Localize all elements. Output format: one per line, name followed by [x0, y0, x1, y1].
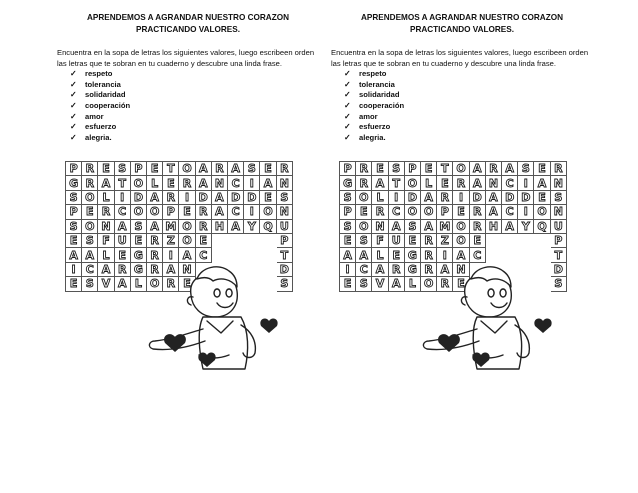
list-item: ✓ amor	[70, 111, 104, 121]
grid-cell: P	[276, 233, 292, 247]
grid-cell: G	[404, 248, 420, 262]
grid-row	[340, 233, 567, 247]
grid-cell: U	[276, 219, 292, 233]
grid-cell: E	[82, 205, 98, 219]
grid-cell: G	[340, 176, 356, 190]
grid-cell: E	[534, 190, 550, 204]
grid-cell: R	[469, 205, 485, 219]
grid-row	[340, 205, 567, 219]
grid-cell: R	[147, 262, 163, 276]
grid-cell: U	[114, 233, 130, 247]
grid-cell: R	[195, 219, 211, 233]
grid-cell: A	[195, 176, 211, 190]
grid-cell: E	[372, 162, 388, 176]
grid-cell: N	[453, 262, 469, 276]
grid-cell: L	[372, 190, 388, 204]
child-illustration	[137, 259, 287, 379]
grid-cell: A	[421, 190, 437, 204]
list-item: ✓ alegria.	[344, 132, 386, 142]
grid-cell: A	[485, 205, 501, 219]
checkmark-icon: ✓	[70, 122, 77, 132]
grid-cell: D	[550, 262, 566, 276]
grid-cell: E	[340, 277, 356, 291]
grid-cell: O	[260, 205, 276, 219]
grid-cell: O	[356, 219, 372, 233]
grid-cell	[244, 233, 260, 247]
grid-cell: O	[179, 233, 195, 247]
grid-cell: A	[469, 162, 485, 176]
grid-cell: E	[404, 233, 420, 247]
grid-cell: E	[147, 162, 163, 176]
grid-cell: S	[388, 162, 404, 176]
grid-cell: R	[82, 162, 98, 176]
grid-cell: R	[550, 162, 566, 176]
grid-cell: L	[421, 176, 437, 190]
grid-cell: A	[421, 219, 437, 233]
grid-cell: O	[179, 162, 195, 176]
grid-cell: E	[534, 162, 550, 176]
grid-cell: P	[130, 162, 146, 176]
grid-cell: R	[82, 176, 98, 190]
grid-cell: O	[421, 277, 437, 291]
grid-cell: R	[163, 190, 179, 204]
grid-cell: E	[453, 277, 469, 291]
grid-cell: I	[437, 248, 453, 262]
child-illustration	[411, 259, 561, 379]
grid-cell: O	[453, 233, 469, 247]
grid-row	[340, 219, 567, 233]
grid-cell: G	[130, 262, 146, 276]
grid-cell: E	[179, 205, 195, 219]
grid-cell: A	[82, 248, 98, 262]
grid-row	[340, 190, 567, 204]
grid-cell: O	[130, 176, 146, 190]
values-list	[331, 69, 593, 143]
grid-cell: A	[147, 190, 163, 204]
grid-cell: E	[260, 190, 276, 204]
grid-cell: T	[388, 176, 404, 190]
grid-cell: R	[163, 277, 179, 291]
grid-cell: V	[98, 277, 114, 291]
grid-cell: S	[340, 219, 356, 233]
grid-cell: I	[114, 190, 130, 204]
grid-cell: R	[114, 262, 130, 276]
grid-cell: D	[195, 190, 211, 204]
grid-cell: R	[421, 233, 437, 247]
grid-cell: O	[82, 219, 98, 233]
grid-cell: I	[340, 262, 356, 276]
grid-cell: I	[518, 176, 534, 190]
grid-cell: E	[388, 248, 404, 262]
grid-cell: D	[404, 190, 420, 204]
checkmark-icon: ✓	[344, 79, 351, 89]
grid-cell: L	[130, 277, 146, 291]
grid-cell: O	[453, 219, 469, 233]
grid-cell: S	[356, 277, 372, 291]
grid-cell: A	[372, 176, 388, 190]
grid-cell: A	[534, 176, 550, 190]
grid-cell: E	[195, 233, 211, 247]
grid-cell: H	[211, 219, 227, 233]
grid-cell: R	[372, 205, 388, 219]
grid-cell: O	[404, 205, 420, 219]
grid-cell: A	[502, 219, 518, 233]
grid-cell: S	[276, 277, 292, 291]
grid-cell: E	[98, 162, 114, 176]
grid-cell: A	[453, 248, 469, 262]
grid-cell: O	[453, 162, 469, 176]
grid-cell: U	[550, 219, 566, 233]
grid-row	[66, 176, 293, 190]
grid-cell: O	[534, 205, 550, 219]
grid-cell: R	[98, 205, 114, 219]
grid-cell: C	[228, 176, 244, 190]
grid-cell: S	[356, 233, 372, 247]
grid-cell: R	[179, 176, 195, 190]
grid-cell: N	[550, 176, 566, 190]
grid-cell	[485, 233, 501, 247]
list-item: ✓ amor	[344, 111, 378, 121]
grid-cell: R	[388, 262, 404, 276]
grid-cell	[211, 233, 227, 247]
grid-cell: Y	[244, 219, 260, 233]
grid-cell: A	[147, 219, 163, 233]
grid-cell: Q	[260, 219, 276, 233]
grid-cell: P	[163, 205, 179, 219]
grid-cell: T	[114, 176, 130, 190]
grid-cell: C	[356, 262, 372, 276]
grid-cell: F	[98, 233, 114, 247]
grid-cell: A	[260, 176, 276, 190]
grid-cell: A	[98, 262, 114, 276]
grid-cell: I	[244, 176, 260, 190]
grid-cell: R	[421, 248, 437, 262]
checkmark-icon: ✓	[344, 90, 351, 100]
grid-cell: P	[340, 162, 356, 176]
grid-cell: R	[453, 176, 469, 190]
grid-cell: C	[228, 205, 244, 219]
grid-cell: A	[114, 219, 130, 233]
heart-icon	[260, 319, 277, 333]
grid-cell: A	[340, 248, 356, 262]
grid-cell: I	[66, 262, 82, 276]
grid-cell: I	[388, 190, 404, 204]
grid-cell: C	[502, 176, 518, 190]
grid-cell: O	[147, 205, 163, 219]
grid-cell: A	[372, 262, 388, 276]
grid-cell: C	[114, 205, 130, 219]
grid-cell: O	[356, 190, 372, 204]
grid-cell: E	[66, 277, 82, 291]
worksheet-instructions: Encuentra en la sopa de letras los siguientes valores, luego escribeen orden las letras que te sobran en tu cuaderno y descubre una linda frase.	[331, 48, 589, 68]
list-item: ✓ respeto	[344, 69, 387, 79]
grid-cell: E	[179, 277, 195, 291]
worksheet-title: APRENDEMOS A AGRANDAR NUESTRO CORAZON PRACTICANDO VALORES.	[361, 13, 563, 34]
grid-cell: S	[276, 190, 292, 204]
grid-cell: A	[485, 190, 501, 204]
grid-cell: S	[82, 277, 98, 291]
grid-cell: N	[98, 219, 114, 233]
grid-cell: I	[179, 190, 195, 204]
grid-cell: P	[66, 205, 82, 219]
grid-cell: V	[372, 277, 388, 291]
grid-cell: E	[340, 233, 356, 247]
grid-cell: T	[550, 248, 566, 262]
grid-cell: Q	[534, 219, 550, 233]
grid-cell: E	[163, 176, 179, 190]
list-item: ✓ cooperación	[344, 100, 405, 110]
list-item: ✓ esfuerzo	[344, 122, 391, 132]
grid-cell: I	[244, 205, 260, 219]
grid-cell: G	[404, 262, 420, 276]
grid-cell: R	[437, 190, 453, 204]
list-item: ✓ tolerancia	[344, 79, 395, 89]
list-item: ✓ tolerancia	[70, 79, 121, 89]
grid-cell	[534, 233, 550, 247]
grid-cell: O	[421, 205, 437, 219]
grid-cell: S	[404, 219, 420, 233]
list-item: ✓ solidaridad	[344, 90, 400, 100]
grid-cell: Y	[518, 219, 534, 233]
grid-cell: I	[163, 248, 179, 262]
grid-cell: E	[469, 233, 485, 247]
grid-row	[66, 205, 293, 219]
grid-cell: D	[130, 190, 146, 204]
grid-cell: S	[340, 190, 356, 204]
grid-cell: E	[260, 162, 276, 176]
grid-cell: D	[518, 190, 534, 204]
grid-cell: E	[437, 176, 453, 190]
grid-row	[340, 176, 567, 190]
worksheet-left	[57, 12, 319, 291]
checkmark-icon: ✓	[70, 100, 77, 110]
grid-cell	[502, 233, 518, 247]
grid-cell: P	[437, 205, 453, 219]
grid-cell: C	[388, 205, 404, 219]
grid-cell: L	[98, 248, 114, 262]
grid-cell: T	[437, 162, 453, 176]
grid-cell: N	[276, 176, 292, 190]
grid-row	[66, 162, 293, 176]
grid-cell: A	[179, 248, 195, 262]
grid-cell: A	[211, 205, 227, 219]
grid-cell: O	[404, 176, 420, 190]
worksheet-title: APRENDEMOS A AGRANDAR NUESTRO CORAZON PRACTICANDO VALORES.	[87, 13, 289, 34]
list-item: ✓ respeto	[70, 69, 113, 79]
grid-cell: N	[485, 176, 501, 190]
grid-cell: S	[66, 219, 82, 233]
grid-cell: S	[550, 190, 566, 204]
grid-cell: A	[228, 219, 244, 233]
worksheet-instructions: Encuentra en la sopa de letras los siguientes valores, luego escribeen orden las letras que te sobran en tu cuaderno y descubre una linda frase.	[57, 48, 315, 68]
grid-cell: H	[485, 219, 501, 233]
grid-cell: P	[66, 162, 82, 176]
grid-cell: E	[421, 162, 437, 176]
grid-cell: A	[114, 277, 130, 291]
grid-cell: A	[388, 219, 404, 233]
grid-cell: M	[163, 219, 179, 233]
grid-cell: I	[518, 205, 534, 219]
grid-cell: D	[276, 262, 292, 276]
grid-cell: N	[372, 219, 388, 233]
grid-cell: D	[469, 190, 485, 204]
grid-cell: R	[356, 176, 372, 190]
grid-cell: A	[437, 262, 453, 276]
grid-cell: R	[485, 162, 501, 176]
grid-cell: E	[114, 248, 130, 262]
grid-cell: G	[66, 176, 82, 190]
grid-cell: P	[404, 162, 420, 176]
grid-cell: S	[550, 277, 566, 291]
grid-cell: G	[130, 248, 146, 262]
grid-cell: A	[98, 176, 114, 190]
grid-cell: C	[195, 248, 211, 262]
checkmark-icon: ✓	[344, 69, 351, 79]
grid-row	[66, 219, 293, 233]
grid-row	[66, 233, 293, 247]
list-item: ✓ cooperación	[70, 100, 131, 110]
grid-cell: S	[114, 162, 130, 176]
grid-cell: S	[82, 233, 98, 247]
grid-cell: R	[276, 162, 292, 176]
grid-cell: U	[388, 233, 404, 247]
checkmark-icon: ✓	[70, 90, 77, 100]
grid-cell: A	[388, 277, 404, 291]
grid-cell: T	[163, 162, 179, 176]
grid-cell: O	[82, 190, 98, 204]
grid-cell: O	[130, 205, 146, 219]
grid-cell: N	[179, 262, 195, 276]
checkmark-icon: ✓	[344, 100, 351, 110]
grid-cell	[260, 233, 276, 247]
grid-cell: S	[244, 162, 260, 176]
grid-cell: L	[404, 277, 420, 291]
grid-cell: N	[550, 205, 566, 219]
list-item: ✓ alegria.	[70, 132, 112, 142]
grid-row	[340, 162, 567, 176]
grid-cell	[518, 233, 534, 247]
grid-cell: Z	[437, 233, 453, 247]
grid-cell: A	[502, 162, 518, 176]
grid-cell: R	[211, 162, 227, 176]
grid-cell: A	[356, 248, 372, 262]
grid-cell: I	[453, 190, 469, 204]
grid-cell: O	[179, 219, 195, 233]
grid-cell: R	[469, 219, 485, 233]
grid-cell: R	[195, 205, 211, 219]
grid-cell: D	[228, 190, 244, 204]
grid-cell: M	[437, 219, 453, 233]
grid-cell: C	[82, 262, 98, 276]
checkmark-icon: ✓	[344, 111, 351, 121]
grid-cell: R	[356, 162, 372, 176]
grid-cell: A	[163, 262, 179, 276]
grid-cell: E	[356, 205, 372, 219]
grid-cell: A	[66, 248, 82, 262]
grid-cell: L	[372, 248, 388, 262]
grid-cell: C	[469, 248, 485, 262]
checkmark-icon: ✓	[70, 111, 77, 121]
grid-cell: R	[147, 233, 163, 247]
grid-cell: R	[421, 262, 437, 276]
grid-cell: N	[276, 205, 292, 219]
grid-cell: A	[228, 162, 244, 176]
grid-cell: F	[372, 233, 388, 247]
grid-cell: L	[98, 190, 114, 204]
grid-cell: E	[66, 233, 82, 247]
checkmark-icon: ✓	[70, 79, 77, 89]
grid-cell: C	[502, 205, 518, 219]
grid-cell: E	[130, 233, 146, 247]
list-item: ✓ esfuerzo	[70, 122, 117, 132]
checkmark-icon: ✓	[70, 132, 77, 142]
grid-cell: Z	[163, 233, 179, 247]
grid-cell: R	[147, 248, 163, 262]
grid-cell: R	[437, 277, 453, 291]
grid-cell: A	[195, 162, 211, 176]
checkmark-icon: ✓	[70, 69, 77, 79]
heart-icon	[534, 319, 551, 333]
checkmark-icon: ✓	[344, 122, 351, 132]
grid-row	[66, 190, 293, 204]
grid-cell: S	[518, 162, 534, 176]
grid-cell: T	[276, 248, 292, 262]
grid-cell: O	[147, 277, 163, 291]
list-item: ✓ solidaridad	[70, 90, 126, 100]
grid-cell: P	[340, 205, 356, 219]
values-list	[57, 69, 319, 143]
grid-cell: S	[66, 190, 82, 204]
grid-cell: A	[469, 176, 485, 190]
grid-cell: A	[211, 190, 227, 204]
grid-cell: E	[453, 205, 469, 219]
grid-cell: D	[244, 190, 260, 204]
grid-cell: P	[550, 233, 566, 247]
grid-cell	[228, 233, 244, 247]
grid-cell: N	[211, 176, 227, 190]
worksheet-right	[331, 12, 593, 291]
grid-cell: L	[147, 176, 163, 190]
grid-cell: D	[502, 190, 518, 204]
grid-cell: S	[130, 219, 146, 233]
checkmark-icon: ✓	[344, 132, 351, 142]
